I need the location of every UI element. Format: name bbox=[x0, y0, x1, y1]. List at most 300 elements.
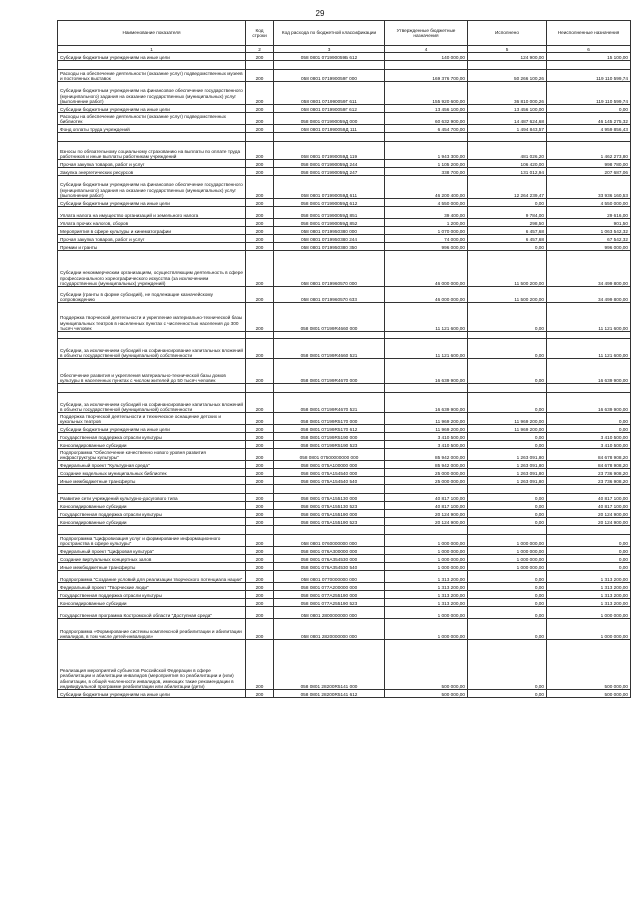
row-unexecuted: 119 110 599,74 bbox=[547, 70, 631, 82]
table-row bbox=[58, 142, 631, 160]
row-name: Расходы на обеспечение деятельности (оказание услуг) подведомственных музеев и постоянных выставок bbox=[58, 70, 246, 82]
table-row bbox=[58, 61, 631, 70]
column-number: 1 bbox=[58, 46, 246, 53]
row-executed: 11 500 200,00 bbox=[468, 287, 547, 303]
row-executed: 0,00 bbox=[468, 359, 547, 384]
table-row bbox=[58, 287, 631, 303]
row-code: 200 bbox=[246, 339, 274, 359]
column-header-kbk: Код расхода по бюджетной классификации bbox=[274, 21, 385, 46]
row-unexecuted: 16 639 900,00 bbox=[547, 359, 631, 384]
row-name: Федеральный проект "Цифровая культура" bbox=[58, 547, 246, 555]
table-row bbox=[58, 168, 631, 176]
row-code: 200 bbox=[246, 176, 274, 199]
table-row bbox=[58, 469, 631, 477]
row-unexecuted: 207 687,06 bbox=[547, 168, 631, 176]
row-name: Закупка энергетических ресурсов bbox=[58, 168, 246, 176]
column-number: 6 bbox=[547, 46, 631, 53]
row-approved: 1 105 200,00 bbox=[385, 160, 468, 168]
row-code: 200 bbox=[246, 690, 274, 698]
row-unexecuted: 1 313 200,00 bbox=[547, 599, 631, 607]
row-approved: 25 000 000,00 bbox=[385, 477, 468, 485]
row-executed: 1 000 000,00 bbox=[468, 547, 547, 555]
row-code: 200 bbox=[246, 113, 274, 125]
row-kbk: 058 0801 076A300000 000 bbox=[274, 547, 385, 555]
row-executed: 0,00 bbox=[468, 510, 547, 518]
row-kbk: 058 0801 071990059Д 612 bbox=[274, 199, 385, 207]
row-kbk: 058 0801 0719950380 244 bbox=[274, 235, 385, 243]
row-approved: 60 632 900,00 bbox=[385, 113, 468, 125]
row-executed: 36 810 000,26 bbox=[468, 82, 547, 105]
row-kbk: 058 0801 076A354530 000 bbox=[274, 555, 385, 563]
table-row bbox=[58, 243, 631, 251]
column-header-unexecuted: Неисполненные назначения bbox=[547, 21, 631, 46]
row-unexecuted: 4 550 000,00 bbox=[547, 199, 631, 207]
row-executed: 1 000 000,00 bbox=[468, 535, 547, 547]
row-unexecuted: 23 736 908,20 bbox=[547, 469, 631, 477]
table-row bbox=[58, 571, 631, 583]
column-number: 2 bbox=[246, 46, 274, 53]
row-code: 200 bbox=[246, 469, 274, 477]
row-name: Консолидированные субсидии bbox=[58, 502, 246, 510]
row-kbk bbox=[274, 332, 385, 339]
row-name: Субсидии бюджетным учреждениям на иные цели bbox=[58, 53, 246, 61]
row-unexecuted: 1 462 273,80 bbox=[547, 142, 631, 160]
row-name: Реализация мероприятий субъектов Российской Федерации в сфере реабилитации и абилитации инвалидов (мероприятия по реабилитации и (или) абилитации, в общей численности инвалидов, имеющих такие рекомендации в индивидуальной программе реабилитации или абилитации (дети) bbox=[58, 640, 246, 690]
row-kbk: 058 0801 071990059Д 111 bbox=[274, 125, 385, 133]
column-header-executed: Исполнено bbox=[468, 21, 547, 46]
row-kbk: 058 0801 07199R4660 000 bbox=[274, 303, 385, 332]
row-name: Фонд оплаты труда учреждений bbox=[58, 125, 246, 133]
row-approved: 25 000 000,00 bbox=[385, 469, 468, 477]
row-unexecuted: 34 499 800,00 bbox=[547, 251, 631, 287]
row-kbk: 058 0801 0719960570 633 bbox=[274, 287, 385, 303]
row-executed: 0,00 bbox=[468, 303, 547, 332]
row-approved: 996 000,00 bbox=[385, 243, 468, 251]
row-approved bbox=[385, 61, 468, 70]
row-name bbox=[58, 485, 246, 494]
table-row bbox=[58, 70, 631, 82]
row-kbk: 058 0801 076A354530 540 bbox=[274, 563, 385, 571]
row-name: Создание виртуальных концертных залов bbox=[58, 555, 246, 563]
row-kbk: 058 0801 07199R5170 612 bbox=[274, 425, 385, 433]
table-row bbox=[58, 535, 631, 547]
row-executed: 0,00 bbox=[468, 591, 547, 599]
row-approved: 40 817 100,00 bbox=[385, 502, 468, 510]
row-approved: 46 200 400,00 bbox=[385, 176, 468, 199]
row-unexecuted: 1 313 200,00 bbox=[547, 591, 631, 599]
row-kbk bbox=[274, 133, 385, 142]
row-approved: 40 817 100,00 bbox=[385, 494, 468, 502]
table-row bbox=[58, 690, 631, 698]
row-code: 200 bbox=[246, 207, 274, 219]
table-row bbox=[58, 82, 631, 105]
row-kbk: 058 0801 071990059Д 851 bbox=[274, 207, 385, 219]
table-row bbox=[58, 413, 631, 425]
row-kbk: 058 0801 28200R5141 000 bbox=[274, 640, 385, 690]
row-approved: 4 550 000,00 bbox=[385, 199, 468, 207]
row-unexecuted: 16 639 900,00 bbox=[547, 393, 631, 413]
row-unexecuted: 901,50 bbox=[547, 219, 631, 227]
table-row bbox=[58, 303, 631, 332]
row-kbk: 058 0801 071990059Д 247 bbox=[274, 168, 385, 176]
row-name: Иные межбюджетные трансферты bbox=[58, 477, 246, 485]
row-approved: 46 000 000,00 bbox=[385, 251, 468, 287]
row-kbk: 058 0801 077A255190 523 bbox=[274, 599, 385, 607]
row-executed bbox=[468, 133, 547, 142]
row-executed: 1 000 000,00 bbox=[468, 555, 547, 563]
row-approved: 3 410 500,00 bbox=[385, 441, 468, 449]
row-approved: 500 000,00 bbox=[385, 690, 468, 698]
table-row bbox=[58, 607, 631, 619]
row-name: Государственная поддержка отрасли культуры bbox=[58, 433, 246, 441]
row-code: 200 bbox=[246, 287, 274, 303]
row-code: 200 bbox=[246, 599, 274, 607]
row-name bbox=[58, 332, 246, 339]
row-name: Иные межбюджетные трансферты bbox=[58, 563, 246, 571]
row-executed: 0,00 bbox=[468, 339, 547, 359]
row-approved: 16 639 900,00 bbox=[385, 359, 468, 384]
row-code bbox=[246, 384, 274, 393]
row-executed: 1 263 091,80 bbox=[468, 469, 547, 477]
row-unexecuted: 500 000,00 bbox=[547, 690, 631, 698]
row-approved: 6 454 700,00 bbox=[385, 125, 468, 133]
row-name: Уплата налога на имущество организаций и земельного налога bbox=[58, 207, 246, 219]
table-row bbox=[58, 449, 631, 461]
row-executed: 0,00 bbox=[468, 502, 547, 510]
row-kbk: 058 0801 0760000000 000 bbox=[274, 535, 385, 547]
row-approved: 1 000 000,00 bbox=[385, 619, 468, 640]
table-row bbox=[58, 599, 631, 607]
row-code bbox=[246, 332, 274, 339]
row-code: 200 bbox=[246, 510, 274, 518]
row-code: 200 bbox=[246, 449, 274, 461]
row-approved: 13 456 100,00 bbox=[385, 105, 468, 113]
row-approved: 1 313 200,00 bbox=[385, 583, 468, 591]
row-code: 200 bbox=[246, 547, 274, 555]
table-row bbox=[58, 219, 631, 227]
row-code bbox=[246, 485, 274, 494]
table-row bbox=[58, 494, 631, 502]
row-unexecuted: 0,00 bbox=[547, 535, 631, 547]
row-approved: 85 942 000,00 bbox=[385, 461, 468, 469]
table-row bbox=[58, 502, 631, 510]
table-row bbox=[58, 105, 631, 113]
table-row bbox=[58, 207, 631, 219]
row-executed: 0,00 bbox=[468, 441, 547, 449]
row-code bbox=[246, 526, 274, 535]
row-kbk: 058 0801 07199R4670 000 bbox=[274, 359, 385, 384]
row-name: Консолидированные субсидии bbox=[58, 599, 246, 607]
table-row bbox=[58, 251, 631, 287]
row-unexecuted: 1 063 542,32 bbox=[547, 227, 631, 235]
row-code: 200 bbox=[246, 160, 274, 168]
row-code: 200 bbox=[246, 303, 274, 332]
row-code: 200 bbox=[246, 142, 274, 160]
row-name: Мероприятия в сфере культуры и кинематографии bbox=[58, 227, 246, 235]
row-unexecuted bbox=[547, 526, 631, 535]
row-executed: 481 026,20 bbox=[468, 142, 547, 160]
row-kbk bbox=[274, 384, 385, 393]
row-code: 200 bbox=[246, 425, 274, 433]
table-row bbox=[58, 591, 631, 599]
row-name bbox=[58, 133, 246, 142]
row-executed: 0,00 bbox=[468, 599, 547, 607]
row-code: 200 bbox=[246, 413, 274, 425]
row-unexecuted: 34 499 800,00 bbox=[547, 287, 631, 303]
row-kbk: 058 0801 075A155190 523 bbox=[274, 518, 385, 526]
table-row bbox=[58, 359, 631, 384]
row-unexecuted: 0,00 bbox=[547, 413, 631, 425]
column-header-code: Код строки bbox=[246, 21, 274, 46]
row-kbk: 058 0801 0770000000 000 bbox=[274, 571, 385, 583]
table-row bbox=[58, 485, 631, 494]
row-kbk: 058 0801 071990059Д 000 bbox=[274, 113, 385, 125]
row-approved: 155 920 600,00 bbox=[385, 82, 468, 105]
row-code: 200 bbox=[246, 607, 274, 619]
row-name: Прочая закупка товаров, работ и услуг bbox=[58, 235, 246, 243]
row-approved: 1 000 000,00 bbox=[385, 547, 468, 555]
row-code: 200 bbox=[246, 640, 274, 690]
row-executed: 298,50 bbox=[468, 219, 547, 227]
row-unexecuted: 11 121 600,00 bbox=[547, 303, 631, 332]
row-code: 200 bbox=[246, 359, 274, 384]
column-number: 5 bbox=[468, 46, 547, 53]
row-kbk: 058 0801 2820000000 000 bbox=[274, 619, 385, 640]
row-approved: 11 121 600,00 bbox=[385, 303, 468, 332]
row-name bbox=[58, 526, 246, 535]
row-kbk bbox=[274, 485, 385, 494]
row-name: Субсидии бюджетным учреждениям на иные цели bbox=[58, 425, 246, 433]
row-name: Расходы на обеспечение деятельности (оказание услуг) подведомственных библиотек bbox=[58, 113, 246, 125]
row-code: 200 bbox=[246, 105, 274, 113]
row-kbk: 058 0801 075A155190 000 bbox=[274, 510, 385, 518]
row-code: 200 bbox=[246, 235, 274, 243]
row-executed: 11 969 200,00 bbox=[468, 425, 547, 433]
row-kbk: 058 0801 2800000000 000 bbox=[274, 607, 385, 619]
row-name: Субсидии бюджетным учреждениям на иные цели bbox=[58, 690, 246, 698]
row-unexecuted: 3 410 500,00 bbox=[547, 433, 631, 441]
row-executed bbox=[468, 61, 547, 70]
row-name: Государственная программа Костромской области "Доступная среда" bbox=[58, 607, 246, 619]
table-row bbox=[58, 176, 631, 199]
row-executed bbox=[468, 526, 547, 535]
row-code: 200 bbox=[246, 82, 274, 105]
row-name: Премии и гранты bbox=[58, 243, 246, 251]
row-approved: 11 969 200,00 bbox=[385, 425, 468, 433]
row-executed: 0,00 bbox=[468, 243, 547, 251]
row-unexecuted: 67 542,32 bbox=[547, 235, 631, 243]
row-unexecuted: 998 780,00 bbox=[547, 160, 631, 168]
row-kbk bbox=[274, 526, 385, 535]
row-name: Государственная поддержка отрасли культуры bbox=[58, 591, 246, 599]
row-unexecuted: 0,00 bbox=[547, 555, 631, 563]
table-row bbox=[58, 393, 631, 413]
row-code: 200 bbox=[246, 125, 274, 133]
row-name: Прочая закупка товаров, работ и услуг bbox=[58, 160, 246, 168]
row-kbk: 058 0801 071990059Д 119 bbox=[274, 142, 385, 160]
row-code: 200 bbox=[246, 199, 274, 207]
table-row bbox=[58, 510, 631, 518]
column-header-approved: Утвержденные бюджетные назначения bbox=[385, 21, 468, 46]
row-name: Консолидированные субсидии bbox=[58, 441, 246, 449]
table-row bbox=[58, 133, 631, 142]
row-approved: 1 943 300,00 bbox=[385, 142, 468, 160]
row-code bbox=[246, 61, 274, 70]
row-name: Субсидии (гранты в форме субсидий), не подлежащие казначейскому сопровождению bbox=[58, 287, 246, 303]
table-row bbox=[58, 53, 631, 61]
row-approved: 1 313 200,00 bbox=[385, 571, 468, 583]
row-executed bbox=[468, 384, 547, 393]
row-executed: 6 457,68 bbox=[468, 227, 547, 235]
row-approved: 1 313 200,00 bbox=[385, 599, 468, 607]
row-executed: 0,00 bbox=[468, 571, 547, 583]
row-approved: 20 124 900,00 bbox=[385, 518, 468, 526]
row-executed: 0,00 bbox=[468, 393, 547, 413]
row-unexecuted: 11 121 600,00 bbox=[547, 339, 631, 359]
row-executed: 0,00 bbox=[468, 690, 547, 698]
row-name: Уплата прочих налогов, сборов bbox=[58, 219, 246, 227]
row-kbk: 058 0801 077A200000 000 bbox=[274, 583, 385, 591]
row-unexecuted: 996 000,00 bbox=[547, 243, 631, 251]
row-executed: 1 263 091,80 bbox=[468, 449, 547, 461]
row-unexecuted: 84 678 908,20 bbox=[547, 461, 631, 469]
row-unexecuted: 33 936 160,53 bbox=[547, 176, 631, 199]
row-code: 200 bbox=[246, 502, 274, 510]
row-code: 200 bbox=[246, 393, 274, 413]
row-code: 200 bbox=[246, 477, 274, 485]
row-kbk: 058 0801 075A154540 540 bbox=[274, 477, 385, 485]
row-kbk: 058 0801 071990059Б 612 bbox=[274, 53, 385, 61]
row-executed: 0,00 bbox=[468, 518, 547, 526]
row-code: 200 bbox=[246, 571, 274, 583]
row-unexecuted bbox=[547, 485, 631, 494]
row-code: 200 bbox=[246, 433, 274, 441]
row-unexecuted: 84 678 908,20 bbox=[547, 449, 631, 461]
row-approved: 11 121 600,00 bbox=[385, 339, 468, 359]
row-unexecuted: 1 000 000,00 bbox=[547, 607, 631, 619]
row-name bbox=[58, 384, 246, 393]
row-executed: 11 969 200,00 bbox=[468, 413, 547, 425]
row-kbk: 058 0801 0719950380 350 bbox=[274, 243, 385, 251]
table-row bbox=[58, 433, 631, 441]
row-name: Субсидии бюджетным учреждениям на финансовое обеспечение государственного (муниципального) задания на оказание государственных (муниципальных) услуг (выполнение работ) bbox=[58, 82, 246, 105]
row-kbk: 058 0801 07199R5190 523 bbox=[274, 441, 385, 449]
table-row bbox=[58, 461, 631, 469]
row-executed: 0,00 bbox=[468, 640, 547, 690]
row-name: Субсидии, за исключением субсидий на софинансирование капитальных вложений в объекты государственной (муниципальной) собственности bbox=[58, 339, 246, 359]
table-row bbox=[58, 384, 631, 393]
row-approved: 11 969 200,00 bbox=[385, 413, 468, 425]
table-row bbox=[58, 332, 631, 339]
row-code: 200 bbox=[246, 227, 274, 235]
row-unexecuted bbox=[547, 133, 631, 142]
row-approved bbox=[385, 384, 468, 393]
row-executed bbox=[468, 485, 547, 494]
table-row bbox=[58, 425, 631, 433]
row-executed: 12 264 239,47 bbox=[468, 176, 547, 199]
row-approved: 338 700,00 bbox=[385, 168, 468, 176]
row-kbk: 058 0801 07199R4660 521 bbox=[274, 339, 385, 359]
row-executed: 6 457,68 bbox=[468, 235, 547, 243]
row-code: 200 bbox=[246, 243, 274, 251]
row-approved: 85 942 000,00 bbox=[385, 449, 468, 461]
row-executed: 0,00 bbox=[468, 494, 547, 502]
row-executed: 0,00 bbox=[468, 619, 547, 640]
row-approved: 500 000,00 bbox=[385, 640, 468, 690]
row-unexecuted bbox=[547, 61, 631, 70]
row-approved: 16 639 900,00 bbox=[385, 393, 468, 413]
row-name: Поддержка творческой деятельности и укрепление материально-технической базы муниципальных театров в населенных пунктах с численностью населения до 300 тысяч человек bbox=[58, 303, 246, 332]
table-row bbox=[58, 113, 631, 125]
row-approved: 74 000,00 bbox=[385, 235, 468, 243]
row-name bbox=[58, 61, 246, 70]
table-row bbox=[58, 227, 631, 235]
table-row bbox=[58, 640, 631, 690]
row-kbk: 058 0801 07199R5190 000 bbox=[274, 433, 385, 441]
row-executed: 1 263 091,80 bbox=[468, 461, 547, 469]
row-name: Взносы по обязательному социальному страхованию на выплаты по оплате труда работников и иные выплаты работникам учреждений bbox=[58, 142, 246, 160]
column-number: 4 bbox=[385, 46, 468, 53]
row-code: 200 bbox=[246, 563, 274, 571]
row-executed: 13 456 100,00 bbox=[468, 105, 547, 113]
table-row bbox=[58, 339, 631, 359]
row-kbk: 058 0801 07500000000 000 bbox=[274, 449, 385, 461]
row-kbk: 058 0801 07199R5170 000 bbox=[274, 413, 385, 425]
row-name: Субсидии бюджетным учреждениям на иные цели bbox=[58, 105, 246, 113]
budget-execution-table bbox=[57, 20, 631, 698]
row-kbk: 058 0801 07199R4670 521 bbox=[274, 393, 385, 413]
row-code: 200 bbox=[246, 53, 274, 61]
row-kbk: 058 0801 071990059Д 244 bbox=[274, 160, 385, 168]
row-kbk: 058 0801 075A100000 000 bbox=[274, 461, 385, 469]
row-unexecuted: 20 124 900,00 bbox=[547, 510, 631, 518]
row-name: Субсидии бюджетным учреждениям на финансовое обеспечение государственного (муниципального) задания на оказание государственных (муниципальных) услуг (выполнение работ) bbox=[58, 176, 246, 199]
row-code: 200 bbox=[246, 518, 274, 526]
row-kbk: 058 0801 071990059Г 611 bbox=[274, 82, 385, 105]
row-code: 200 bbox=[246, 251, 274, 287]
row-kbk: 058 0801 071990059Д 852 bbox=[274, 219, 385, 227]
page-number: 29 bbox=[315, 9, 325, 18]
row-kbk: 058 0801 077A255190 000 bbox=[274, 591, 385, 599]
table-row bbox=[58, 555, 631, 563]
row-unexecuted: 29 616,00 bbox=[547, 207, 631, 219]
row-unexecuted: 23 736 908,20 bbox=[547, 477, 631, 485]
row-name: Консолидированные субсидии bbox=[58, 518, 246, 526]
column-header-name: Наименование показателя bbox=[58, 21, 246, 46]
row-code: 200 bbox=[246, 555, 274, 563]
row-name: Государственная поддержка отрасли культуры bbox=[58, 510, 246, 518]
row-approved bbox=[385, 133, 468, 142]
row-kbk: 058 0801 071990059Г 000 bbox=[274, 70, 385, 82]
row-approved: 140 000,00 bbox=[385, 53, 468, 61]
table-row bbox=[58, 441, 631, 449]
row-name: Субсидии, за исключением субсидий на софинансирование капитальных вложений в объекты государственной (муниципальной) собственности bbox=[58, 393, 246, 413]
table-row bbox=[58, 547, 631, 555]
row-unexecuted: 500 000,00 bbox=[547, 640, 631, 690]
row-kbk: 058 0801 075A155130 000 bbox=[274, 494, 385, 502]
row-name: Обеспечение развития и укрепления материально-технической базы домов культуры в населенных пунктах с числом жителей до 50 тысяч человек bbox=[58, 359, 246, 384]
row-executed: 50 266 100,26 bbox=[468, 70, 547, 82]
row-executed: 9 784,00 bbox=[468, 207, 547, 219]
row-unexecuted: 1 313 200,00 bbox=[547, 583, 631, 591]
row-unexecuted: 0,00 bbox=[547, 547, 631, 555]
table-row bbox=[58, 518, 631, 526]
row-name: Подпрограмма «Формирование системы комплексной реабилитации и абилитации инвалидов, в том числе детей-инвалидов» bbox=[58, 619, 246, 640]
row-executed: 0,00 bbox=[468, 607, 547, 619]
row-code: 200 bbox=[246, 583, 274, 591]
row-name: Подпрограмма "Создание условий для реализации творческого потенциала нации" bbox=[58, 571, 246, 583]
row-code: 200 bbox=[246, 70, 274, 82]
